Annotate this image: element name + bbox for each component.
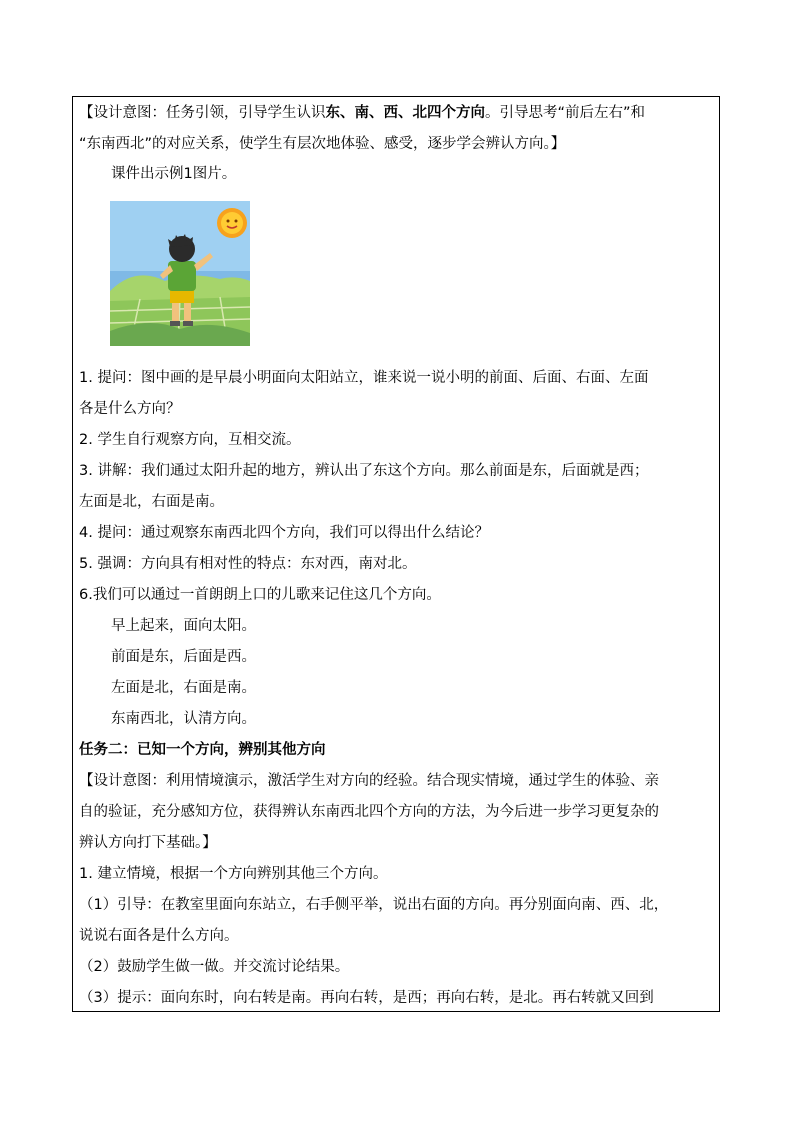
step-2: 2. 学生自行观察方向，互相交流。	[79, 432, 301, 448]
step-3-line-1: 3. 讲解：我们通过太阳升起的地方，辨认出了东这个方向。那么前面是东，后面就是西；	[79, 463, 649, 479]
task-2-step-1-1-line-2: 说说右面各是什么方向。	[79, 928, 239, 944]
poem-line-2: 前面是东，后面是西。	[111, 649, 256, 665]
task-2-heading: 任务二：已知一个方向，辨别其他方向	[79, 742, 326, 758]
task-2-step-1-3: （3）提示：面向东时，向右转是南。再向右转，是西；再向右转，是北。再右转就又回到	[79, 990, 654, 1006]
task-2-step-1: 1. 建立情境，根据一个方向辨别其他三个方向。	[79, 866, 388, 882]
intent-text-suffix: 。引导思考“前后左右”和	[485, 105, 646, 121]
step-4: 4. 提问：通过观察东南西北四个方向，我们可以得出什么结论？	[79, 525, 489, 541]
poem-line-4: 东南西北，认清方向。	[111, 711, 256, 727]
design-intent-2-line-2: 自的验证，充分感知方位，获得辨认东南西北四个方向的方法，为今后进一步学习更复杂的	[79, 804, 659, 820]
step-6: 6.我们可以通过一首朗朗上口的儿歌来记住这几个方向。	[79, 587, 441, 603]
intent-emphasis: 东、南、西、北四个方向	[325, 105, 485, 121]
courseware-note: 课件出示例1图片。	[111, 166, 237, 182]
intent-text: 【设计意图：任务引领，引导学生认识	[79, 105, 326, 121]
example-1-illustration	[110, 201, 250, 346]
step-1-line-1: 1. 提问：图中画的是早晨小明面向太阳站立，谁来说一说小明的前面、后面、右面、左面	[79, 370, 649, 386]
poem-line-1: 早上起来，面向太阳。	[111, 618, 256, 634]
task-2-step-1-2: （2）鼓励学生做一做。并交流讨论结果。	[79, 959, 350, 975]
design-intent-1-line-1	[79, 103, 645, 123]
design-intent-1-line-2: “东南西北”的对应关系，使学生有层次地体验、感受，逐步学会辨认方向。】	[79, 136, 566, 152]
step-3-line-2: 左面是北，右面是南。	[79, 494, 224, 510]
step-1-line-2: 各是什么方向？	[79, 401, 181, 417]
design-intent-2-line-1: 【设计意图：利用情境演示，激活学生对方向的经验。结合现实情境，通过学生的体验、亲	[79, 773, 659, 789]
design-intent-2-line-3: 辨认方向打下基础。】	[79, 835, 217, 851]
sun-icon	[217, 208, 247, 238]
step-5: 5. 强调：方向具有相对性的特点：东对西，南对北。	[79, 556, 417, 572]
task-2-step-1-1-line-1: （1）引导：在教室里面向东站立，右手侧平举，说出右面的方向。再分别面向南、西、北，	[79, 897, 669, 913]
poem-line-3: 左面是北，右面是南。	[111, 680, 256, 696]
